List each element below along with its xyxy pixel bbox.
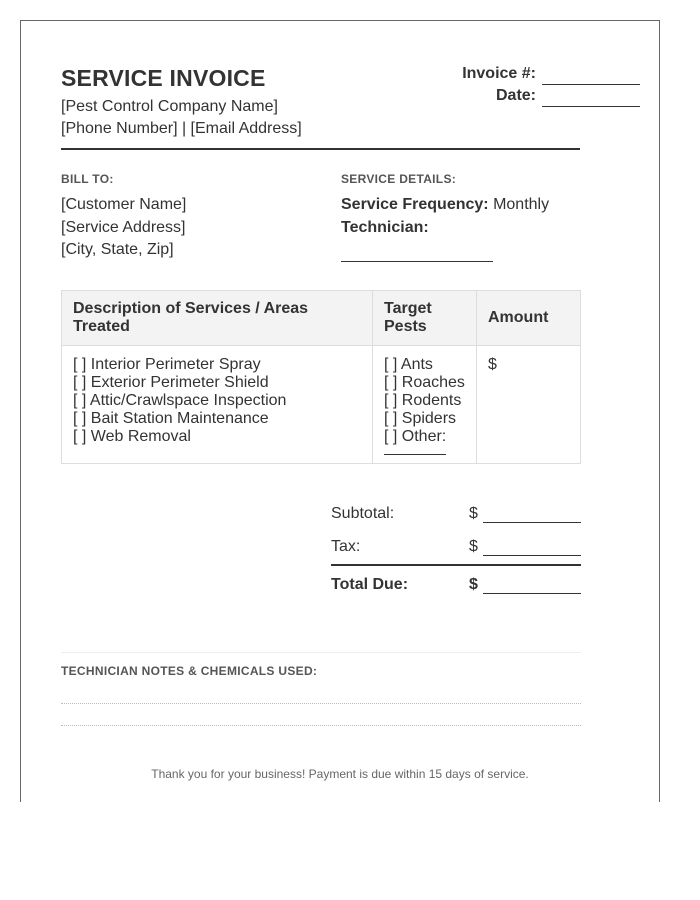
table-header-row [62,291,581,346]
tax-blank [483,539,581,556]
invoice-number-blank [542,68,640,85]
total-due-row [331,574,581,594]
invoice-number-row [462,63,640,85]
notes-divider [61,652,581,653]
service-details-section [341,172,549,270]
pests-cell [373,346,477,464]
invoice-number-label: Invoice #: [462,65,536,82]
city-state-zip: [City, State, Zip] [61,241,174,258]
header-amount: Amount [477,291,581,346]
technician-blank [341,245,493,262]
pest-item: [ ] Spiders [384,410,457,427]
service-frequency-row [341,194,549,217]
notes-line [61,725,581,726]
technician-notes-label: TECHNICIAN NOTES & CHEMICALS USED: [61,664,318,678]
bill-to-label: BILL TO: [61,172,114,186]
amount-cell [477,346,581,464]
pest-item: [ ] Roaches [384,374,465,391]
total-divider [331,564,581,566]
subtotal-row [331,503,581,523]
invoice-meta [462,63,640,107]
pest-item: [ ] Other: [384,428,447,445]
technician-row [341,217,549,240]
services-table [61,290,581,464]
service-details-label: SERVICE DETAILS: [341,172,457,186]
invoice-title: SERVICE INVOICE [61,65,266,91]
pest-item: [ ] Ants [384,356,433,373]
tax-currency: $ [469,538,478,555]
total-due-blank [483,577,581,594]
customer-name: [Customer Name] [61,196,187,213]
bill-to-section [61,172,186,262]
service-frequency-label: Service Frequency: [341,196,489,213]
amount-currency: $ [488,356,497,373]
date-blank [542,90,640,107]
tax-row [331,536,581,556]
notes-line [61,703,581,704]
other-pest-blank [384,446,446,455]
service-item: [ ] Bait Station Maintenance [73,410,269,427]
service-item: [ ] Web Removal [73,428,191,445]
table-row [62,346,581,464]
service-item: [ ] Interior Perimeter Spray [73,356,261,373]
company-name: [Pest Control Company Name] [61,98,278,115]
service-address: [Service Address] [61,218,186,236]
date-row [462,85,640,107]
pest-item: [ ] Rodents [384,392,462,409]
subtotal-blank [483,506,581,523]
service-frequency-value: Monthly [493,196,550,213]
total-due-label: Total Due: [331,576,409,593]
totals-section [331,503,581,594]
date-label: Date: [495,87,536,104]
total-due-currency: $ [469,576,478,593]
header-target-pests: Target Pests [373,291,477,346]
company-info [61,96,302,140]
header-divider [61,148,580,150]
services-cell [62,346,373,464]
technician-label: Technician: [341,218,429,236]
subtotal-label: Subtotal: [331,505,395,522]
company-contact: [Phone Number] | [Email Address] [61,120,302,137]
footer-note: Thank you for your business! Payment is due within 15 days of service. [151,767,529,781]
tax-label: Tax: [331,538,361,555]
subtotal-currency: $ [469,505,478,522]
header-description: Description of Services / Areas Treated [62,291,373,346]
service-item: [ ] Attic/Crawlspace Inspection [73,392,287,409]
service-item: [ ] Exterior Perimeter Shield [73,374,269,391]
